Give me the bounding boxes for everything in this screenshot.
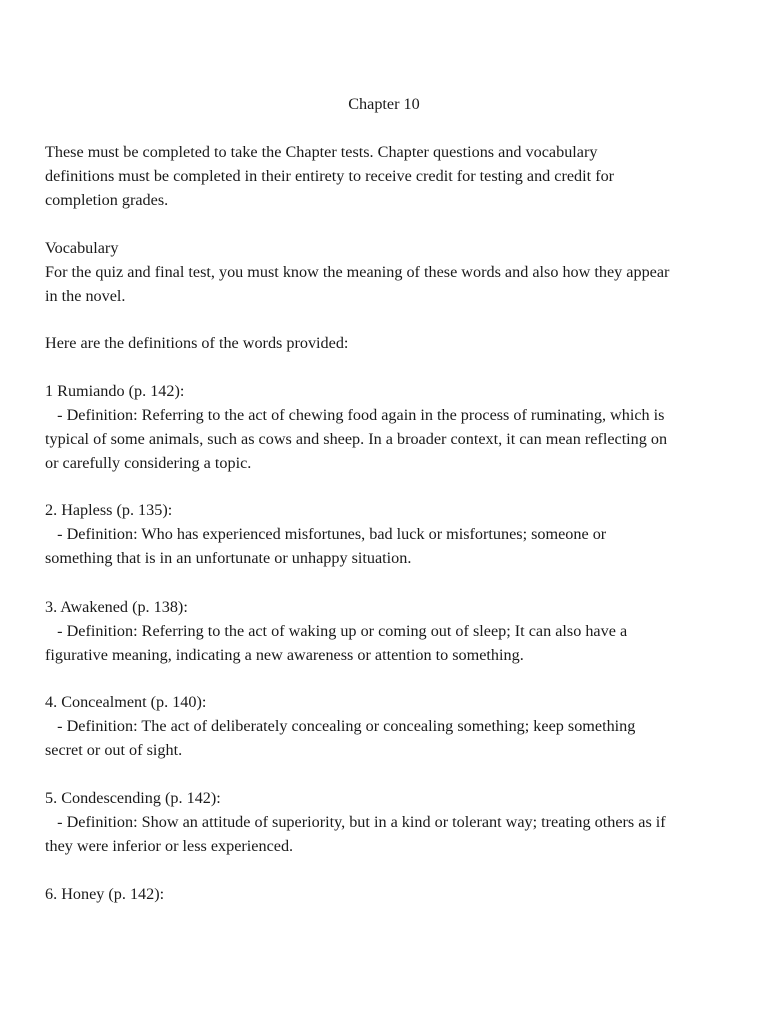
vocab-definition-line: - Definition: Who has experienced misfortunes, bad luck or misfortunes; someone or xyxy=(45,525,607,543)
vocab-term: 5. Condescending (p. 142): xyxy=(45,789,221,807)
vocab-definition-line: - Definition: Show an attitude of superiority, but in a kind or tolerant way; treating others as if xyxy=(45,813,666,831)
vocab-definition-line: - Definition: Referring to the act of waking up or coming out of sleep; It can also have a xyxy=(45,622,628,640)
intro-line: These must be completed to take the Chapter tests. Chapter questions and vocabulary xyxy=(45,143,598,161)
vocab-definition-line: - Definition: The act of deliberately concealing or concealing something; keep something xyxy=(45,717,636,735)
vocab-definition-line: or carefully considering a topic. xyxy=(45,454,252,472)
vocab-term: 2. Hapless (p. 135): xyxy=(45,501,173,519)
vocab-entry-4 xyxy=(45,690,729,762)
vocab-definition-line: - Definition: Referring to the act of chewing food again in the process of ruminating, which is xyxy=(45,406,665,424)
vocab-entry-5 xyxy=(45,786,729,858)
vocab-entry-3 xyxy=(45,595,729,667)
vocab-entry-6 xyxy=(45,882,729,906)
vocab-definition-line: typical of some animals, such as cows and sheep. In a broader context, it can mean reflecting on xyxy=(45,430,668,448)
vocabulary-section xyxy=(45,236,729,308)
vocab-definition-line: they were inferior or less experienced. xyxy=(45,837,294,855)
intro-line: completion grades. xyxy=(45,191,169,209)
definitions-intro: Here are the definitions of the words provided: xyxy=(45,334,349,352)
vocab-definition-line: something that is in an unfortunate or unhappy situation. xyxy=(45,549,412,567)
intro-line: definitions must be completed in their entirety to receive credit for testing and credit for xyxy=(45,167,615,185)
vocab-term: 1 Rumiando (p. 142): xyxy=(45,382,185,400)
vocab-term: 6. Honey (p. 142): xyxy=(45,885,165,903)
vocabulary-heading: Vocabulary xyxy=(45,239,119,257)
vocabulary-note-line: in the novel. xyxy=(45,287,126,305)
vocab-entry-2 xyxy=(45,498,729,570)
vocabulary-note-line: For the quiz and final test, you must know the meaning of these words and also how they appear xyxy=(45,263,670,281)
page-title: Chapter 10 xyxy=(348,95,420,113)
vocab-entry-1 xyxy=(45,379,729,475)
vocab-term: 4. Concealment (p. 140): xyxy=(45,693,207,711)
vocab-definition-line: figurative meaning, indicating a new awareness or attention to something. xyxy=(45,646,524,664)
intro-paragraph xyxy=(45,140,729,212)
vocab-definition-line: secret or out of sight. xyxy=(45,741,183,759)
vocab-term: 3. Awakened (p. 138): xyxy=(45,598,188,616)
